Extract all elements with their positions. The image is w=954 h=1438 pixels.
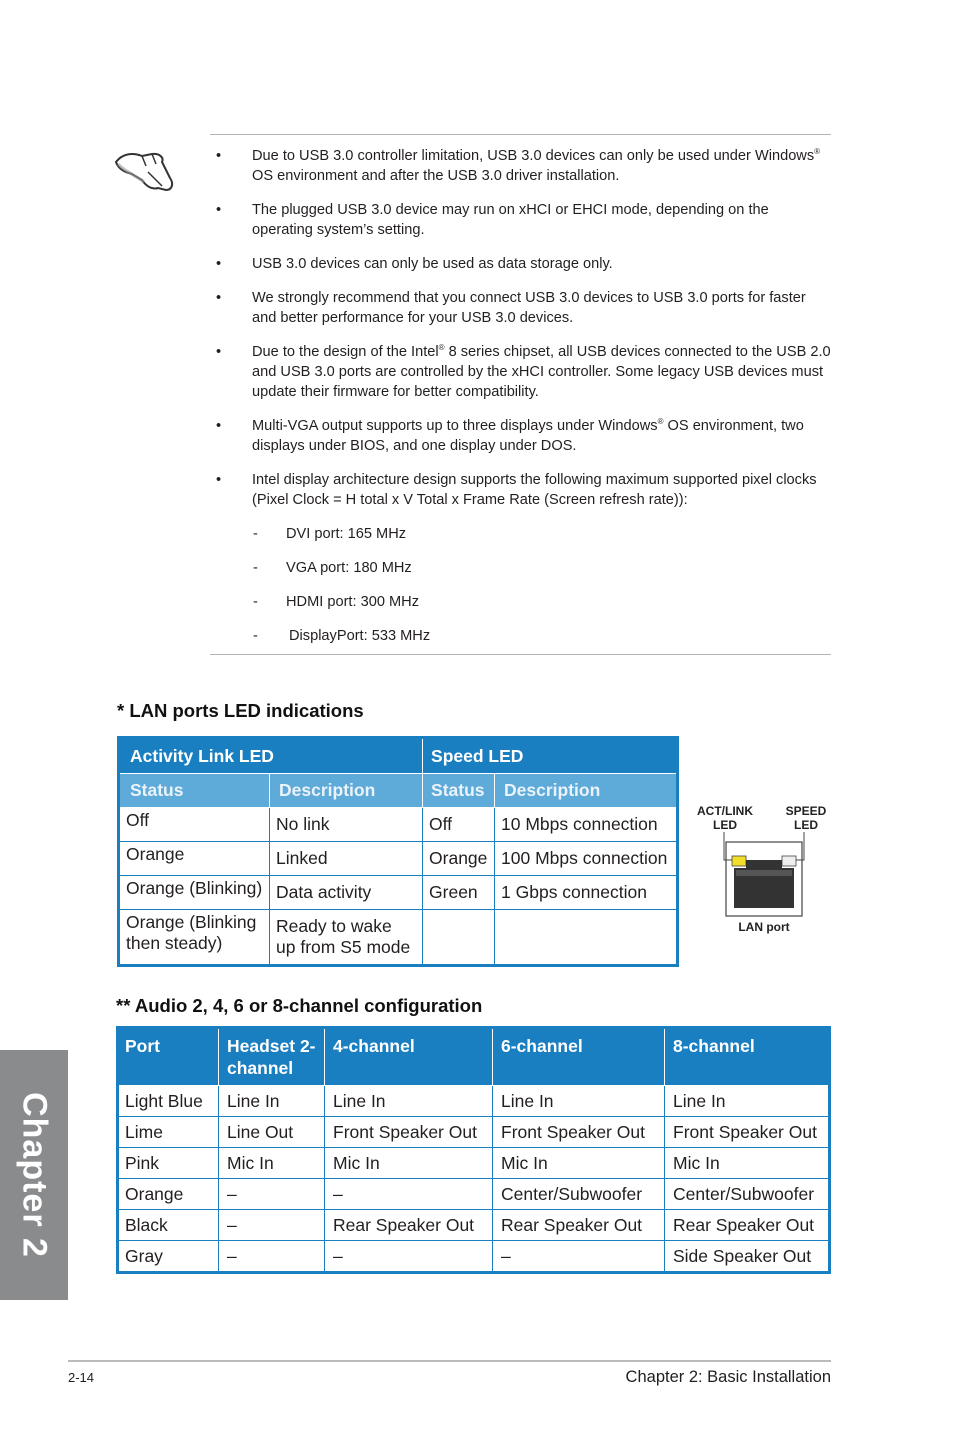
audio-table-cell: Mic In <box>665 1148 830 1179</box>
audio-table-cell: Line Out <box>219 1117 325 1148</box>
lan-section-title: * LAN ports LED indications <box>117 700 364 721</box>
note-item <box>252 288 832 328</box>
audio-table-row <box>118 1148 830 1179</box>
lan-led-table <box>117 736 679 967</box>
dash-marker: - <box>253 560 258 576</box>
note-text: We strongly recommend that you connect USB 3.0 devices to USB 3.0 ports for faster and better performance for your USB 3.0 devices. <box>252 290 806 326</box>
audio-table-cell: Line In <box>325 1086 493 1117</box>
pixel-clock-text: VGA port: 180 MHz <box>286 560 412 576</box>
pixel-clock-text: HDMI port: 300 MHz <box>286 594 419 610</box>
lan-table-cell: 10 Mbps connection <box>495 808 678 842</box>
note-item <box>252 254 832 274</box>
audio-table-cell: Line In <box>219 1086 325 1117</box>
audio-table-cell: – <box>325 1179 493 1210</box>
hand-note-icon <box>112 142 182 198</box>
audio-table-cell: Gray <box>118 1241 219 1273</box>
audio-table-cell: Front Speaker Out <box>325 1117 493 1148</box>
audio-table-cell: Pink <box>118 1148 219 1179</box>
act-link-led-label: ACT/LINK LED <box>697 804 753 832</box>
page-number: 2-14 <box>68 1370 95 1385</box>
note-top-rule <box>210 134 831 135</box>
audio-table-row <box>118 1210 830 1241</box>
lan-table-row <box>119 808 678 842</box>
note-bullet: • <box>216 148 222 164</box>
lan-subheader-status: Status <box>119 774 270 808</box>
lan-table-cell: Orange <box>119 842 270 876</box>
audio-table-cell: Center/Subwoofer <box>665 1179 830 1210</box>
chapter-side-tab <box>0 1050 68 1300</box>
audio-table-row <box>118 1179 830 1210</box>
lan-table-cell: Orange <box>423 842 495 876</box>
audio-table-cell: Side Speaker Out <box>665 1241 830 1273</box>
audio-table-cell: Line In <box>665 1086 830 1117</box>
audio-table-row <box>118 1241 830 1273</box>
audio-table-cell: Front Speaker Out <box>665 1117 830 1148</box>
audio-table-cell: – <box>219 1210 325 1241</box>
speed-led-header: Speed LED <box>423 738 678 774</box>
dash-marker: - <box>253 526 258 542</box>
dash-marker: - <box>253 594 258 610</box>
lan-table-cell: 100 Mbps connection <box>495 842 678 876</box>
audio-header-row <box>118 1028 830 1086</box>
registered-mark: ® <box>657 417 664 427</box>
lan-table-cell: Off <box>119 808 270 842</box>
note-text: 8 series chipset, all USB devices connected to the USB 2.0 and USB 3.0 ports are controlled by the xHCI controller. Some legacy USB devices must update their firmware for better compatibility. <box>252 344 831 400</box>
chapter-tab-label: Chapter 2 <box>15 1092 54 1258</box>
note-bullet: • <box>216 202 222 218</box>
dash-marker: - <box>253 628 258 644</box>
note-text: Due to the design of the Intel <box>252 344 439 360</box>
note-bottom-rule <box>210 654 831 655</box>
note-item <box>252 146 832 186</box>
audio-table-cell: Black <box>118 1210 219 1241</box>
audio-table-cell: Mic In <box>325 1148 493 1179</box>
lan-table-cell: No link <box>270 808 423 842</box>
audio-section-title: ** Audio 2, 4, 6 or 8-channel configuration <box>116 995 483 1016</box>
audio-table-cell: Light Blue <box>118 1086 219 1117</box>
lan-group-header-row <box>119 738 678 774</box>
note-item <box>252 470 832 510</box>
lan-table-cell <box>423 910 495 966</box>
audio-header-cell: Port <box>118 1028 219 1086</box>
lan-table-cell: Linked <box>270 842 423 876</box>
note-text: Multi-VGA output supports up to three displays under Windows <box>252 418 658 434</box>
audio-table-cell: Lime <box>118 1117 219 1148</box>
note-item <box>252 416 832 456</box>
audio-header-cell: 6-channel <box>493 1028 665 1086</box>
audio-table-cell: Rear Speaker Out <box>325 1210 493 1241</box>
audio-table-cell: – <box>493 1241 665 1273</box>
audio-config-table <box>116 1026 831 1274</box>
lan-subheader-description: Description <box>495 774 678 808</box>
registered-mark: ® <box>438 343 445 353</box>
note-item <box>252 200 832 240</box>
registered-mark: ® <box>814 147 821 157</box>
note-text: Intel display architecture design supports the following maximum supported pixel clocks (Pixel Clock = H total x V Total x Frame Rate (Screen refresh rate)): <box>252 472 817 508</box>
lan-table-cell: Off <box>423 808 495 842</box>
activity-link-led-header: Activity Link LED <box>119 738 423 774</box>
audio-header-cell: 4-channel <box>325 1028 493 1086</box>
audio-table-cell: – <box>325 1241 493 1273</box>
note-bullet: • <box>216 344 222 360</box>
audio-table-cell: Center/Subwoofer <box>493 1179 665 1210</box>
lan-port-icon <box>690 800 840 940</box>
audio-table-cell: Front Speaker Out <box>493 1117 665 1148</box>
lan-table-row <box>119 876 678 910</box>
note-bullet: • <box>216 290 222 306</box>
lan-table-cell: Data activity <box>270 876 423 910</box>
lan-table-row <box>119 910 678 966</box>
audio-header-cell: 8-channel <box>665 1028 830 1086</box>
audio-table-cell: Line In <box>493 1086 665 1117</box>
audio-table-cell: Mic In <box>219 1148 325 1179</box>
audio-table-cell: Mic In <box>493 1148 665 1179</box>
audio-table-cell: Rear Speaker Out <box>665 1210 830 1241</box>
lan-table-cell: Orange (Blinking) <box>119 876 270 910</box>
footer-chapter-title: Chapter 2: Basic Installation <box>625 1368 831 1386</box>
audio-table-row <box>118 1086 830 1117</box>
lan-table-row <box>119 842 678 876</box>
note-text: USB 3.0 devices can only be used as data storage only. <box>252 256 613 272</box>
audio-table-cell: Orange <box>118 1179 219 1210</box>
pixel-clock-text: DVI port: 165 MHz <box>286 526 407 542</box>
audio-header-cell: Headset 2-channel <box>219 1028 325 1086</box>
lan-table-cell: Green <box>423 876 495 910</box>
audio-table-cell: – <box>219 1179 325 1210</box>
lan-table-cell <box>495 910 678 966</box>
note-text: OS environment and after the USB 3.0 driver installation. <box>252 168 620 184</box>
lan-table-cell: Ready to wake up from S5 mode <box>270 910 423 966</box>
lan-sub-header-row <box>119 774 678 808</box>
note-text: The plugged USB 3.0 device may run on xHCI or EHCI mode, depending on the operating system’s setting. <box>252 202 769 238</box>
audio-table-cell: Rear Speaker Out <box>493 1210 665 1241</box>
pixel-clock-text: DisplayPort: 533 MHz <box>289 628 431 644</box>
audio-table-row <box>118 1117 830 1148</box>
note-text: OS environment, two displays under BIOS, and one display under DOS. <box>252 418 804 454</box>
speed-led-label: SPEED LED <box>785 804 827 832</box>
lan-table-cell: Orange (Blinking then steady) <box>119 910 270 966</box>
footer-rule <box>68 1360 831 1362</box>
audio-table-cell: – <box>219 1241 325 1273</box>
note-bullet: • <box>216 418 222 434</box>
lan-subheader-status: Status <box>423 774 495 808</box>
note-text: Due to USB 3.0 controller limitation, USB 3.0 devices can only be used under Windows <box>252 148 815 164</box>
lan-table-cell: 1 Gbps connection <box>495 876 678 910</box>
note-bullet: • <box>216 472 222 488</box>
lan-port-diagram <box>690 800 840 940</box>
lan-port-label: LAN port <box>738 920 790 934</box>
note-item <box>252 342 832 402</box>
lan-subheader-description: Description <box>270 774 423 808</box>
note-bullet: • <box>216 256 222 272</box>
